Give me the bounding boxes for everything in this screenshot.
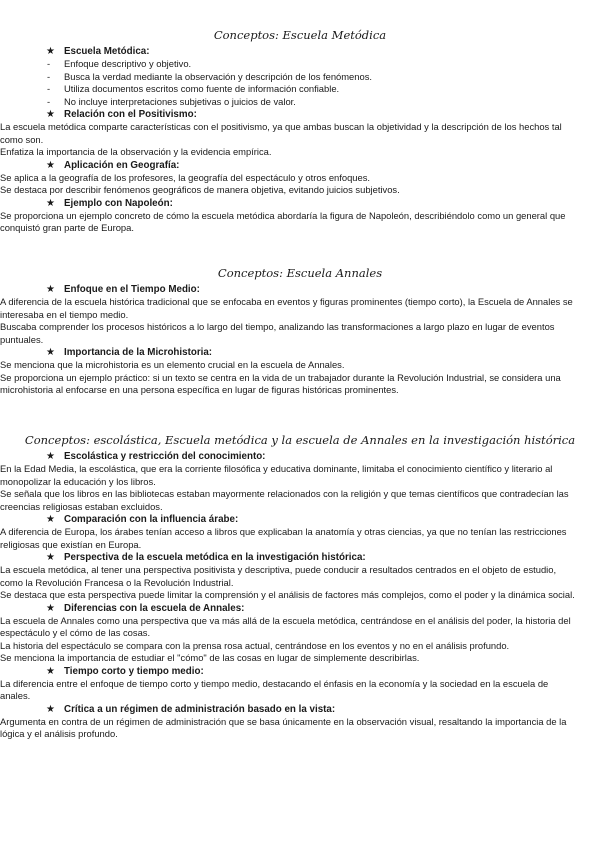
- paragraph: A diferencia de la escuela histórica tradicional que se enfocaba en eventos y figuras prominentes (tiempo corto), la Escuela de Annales se interesaba en el tiempo medio.: [0, 296, 573, 320]
- subsection-heading: [46, 197, 574, 210]
- paragraph: Se proporciona un ejemplo concreto de cómo la escuela metódica abordaría la figura de Napoleón, describiéndolo como un general que conquistó gran parte de Europa.: [0, 209, 566, 234]
- paragraph: Se destaca por describir fenómenos geográficos de manera objetiva, evitando juicios subjetivos.: [0, 184, 400, 196]
- heading-text: Perspectiva de la escuela metódica en la investigación histórica:: [64, 552, 366, 563]
- paragraph: La escuela metódica comparte características con el positivismo, ya que ambas buscan la objetividad y la descripción de los hechos tal como son.: [0, 121, 562, 145]
- section-escuela-annales: [0, 283, 574, 397]
- paragraph: Argumenta en contra de un régimen de administración que se basa únicamente en la observación visual, resaltando la importancia de la lógica y el análisis profundo.: [0, 715, 567, 739]
- paragraph: La historia del espectáculo se compara con la prensa rosa actual, centrándose en los eventos y no en el análisis profundo.: [0, 639, 510, 651]
- heading-text: Enfoque en el Tiempo Medio:: [64, 284, 200, 295]
- subsection-heading: [46, 602, 574, 615]
- subsection-heading: [46, 283, 574, 296]
- subsection-heading: [46, 45, 574, 58]
- subsection-heading: [46, 513, 574, 526]
- star-icon: ★: [46, 46, 55, 57]
- paragraph: La escuela de Annales como una perspectiva que va más allá de la escuela metódica, centrándose en el análisis del poder, la historia del espectáculo y el cómo de las cosas.: [0, 614, 571, 638]
- star-icon: ★: [46, 347, 55, 358]
- paragraph: Enfatiza la importancia de la observación y la evidencia empírica.: [0, 146, 272, 158]
- bullet-list: [29, 58, 574, 108]
- heading-text: Escolástica y restricción del conocimiento:: [64, 451, 266, 462]
- paragraph: En la Edad Media, la escolástica, que era la corriente filosófica y educativa dominante, limitaba el conocimiento científico y literario al monopolizar la educación y los libros.: [0, 463, 553, 487]
- section-investigacion-historica: [0, 450, 575, 741]
- heading-text: Tiempo corto y tiempo medio:: [64, 665, 204, 677]
- heading-text: Crítica a un régimen de administración basado en la vista:: [64, 703, 336, 715]
- paragraph: Se menciona la importancia de estudiar el "cómo" de las cosas en lugar de simplemente describirlas.: [0, 652, 420, 663]
- heading-text: Importancia de la Microhistoria:: [64, 347, 213, 358]
- subsection-heading: [46, 703, 574, 716]
- paragraph: Se destaca que esta perspectiva puede limitar la comprensión y el análisis de factores más complejos, como el poder y la dinámica social.: [0, 589, 575, 600]
- star-icon: ★: [46, 703, 55, 715]
- list-item: - Utiliza documentos escritos como fuente de información confiable.: [47, 83, 340, 95]
- section-escuela-metodica: [0, 45, 574, 235]
- paragraph: Se proporciona un ejemplo práctico: si un texto se centra en la vida de un trabajador durante la Revolución Industrial, se considera una microhistoria al enfocarse en una persona específica en lugar de figuras históricas prominentes.: [0, 371, 561, 395]
- section-title-escuela-annales: Conceptos: Escuela Annales: [217, 266, 383, 280]
- paragraph: La escuela metódica, al tener una perspectiva positivista y descriptiva, puede conducir a resultados centrados en el objeto de estudio, como la Revolución Francesa o la Revolución Industrial.: [0, 564, 557, 588]
- star-icon: ★: [46, 109, 55, 121]
- paragraph: Se menciona que la microhistoria es un elemento crucial en la escuela de Annales.: [0, 359, 345, 370]
- paragraph: La diferencia entre el enfoque de tiempo corto y tiempo medio, destacando el énfasis en la economía y la sociedad en la escuela de anales.: [0, 677, 549, 701]
- heading-text: Diferencias con la escuela de Annales:: [64, 602, 245, 614]
- paragraph: Se señala que los libros en las bibliotecas estaban mayormente relacionados con la religión y que temas científicos que contradecían las creencias religiosas estaban excluidos.: [0, 488, 569, 512]
- star-icon: ★: [46, 552, 55, 563]
- subsection-heading: [46, 159, 574, 172]
- heading-text: Aplicación en Geografía:: [64, 159, 180, 171]
- subsection-heading: [46, 346, 574, 359]
- heading-text: Escuela Metódica:: [64, 46, 150, 57]
- star-icon: ★: [46, 197, 55, 209]
- heading-text: Relación con el Positivismo:: [64, 109, 197, 121]
- star-icon: ★: [46, 451, 55, 462]
- section-title-escuela-metodica: Conceptos: Escuela Metódica: [213, 28, 387, 42]
- heading-text: Comparación con la influencia árabe:: [64, 514, 239, 525]
- star-icon: ★: [46, 602, 55, 614]
- list-item: - No incluye interpretaciones subjetivas o juicios de valor.: [47, 95, 296, 107]
- subsection-heading: [46, 665, 574, 678]
- star-icon: ★: [46, 514, 55, 525]
- subsection-heading: [46, 108, 574, 121]
- section-title-investigacion-historica: Conceptos: escolástica, Escuela metódica y la escuela de Annales en la investigación histórica: [24, 433, 576, 447]
- list-item: - Enfoque descriptivo y objetivo.: [47, 58, 192, 69]
- star-icon: ★: [46, 665, 55, 677]
- subsection-heading: [46, 551, 574, 564]
- paragraph: Se aplica a la geografía de los profesores, la geografía del espectáculo y otros enfoques.: [0, 171, 371, 183]
- list-item: - Busca la verdad mediante la observación y descripción de los fenómenos.: [47, 70, 372, 82]
- star-icon: ★: [46, 284, 55, 295]
- subsection-heading: [46, 450, 574, 463]
- paragraph: A diferencia de Europa, los árabes tenían acceso a libros que explicaban la anatomía y otras ciencias, ya que no tenían las restricciones religiosas que existían en Europa.: [0, 526, 567, 550]
- star-icon: ★: [46, 159, 55, 171]
- heading-text: Ejemplo con Napoleón:: [64, 197, 173, 209]
- paragraph: Buscaba comprender los procesos históricos a lo largo del tiempo, analizando las transformaciones a largo plazo en lugar de eventos puntuales.: [0, 321, 555, 345]
